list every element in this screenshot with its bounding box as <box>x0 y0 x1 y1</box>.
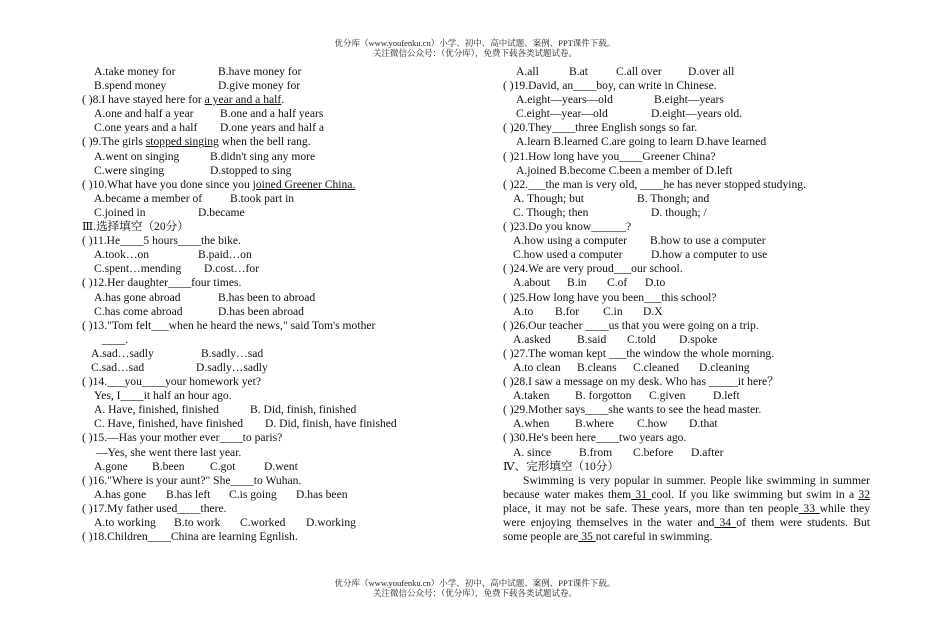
right-column <box>503 65 870 544</box>
q14-continuation <box>82 389 422 403</box>
section-4-heading <box>503 460 870 474</box>
q13-options-row-1 <box>82 347 422 361</box>
q9-option-b: B.didn't sing any more <box>210 149 316 163</box>
q28-option-c: C.given <box>649 389 686 403</box>
q30-question <box>503 431 870 445</box>
q10-question <box>82 178 422 192</box>
q23-option-d: D.how a computer to use <box>651 248 768 262</box>
q24-option-d: D.to <box>645 276 666 290</box>
q30-option-a: A. since <box>513 445 551 459</box>
q8-option-d: D.one years and half a <box>220 121 324 135</box>
q28-text: ( )28.I saw a message on my desk. Who has _____it here？ <box>503 375 779 389</box>
q13-option-c: C.sad…sad <box>91 360 145 374</box>
q25-option-c: C.in <box>603 304 623 318</box>
q14-options-row-1 <box>82 403 422 417</box>
q27-options-row <box>503 361 870 375</box>
q15-option-a: A.gone <box>94 459 128 473</box>
passage-part-5: of them were students. But some people are <box>503 516 870 544</box>
q18-question <box>82 530 422 544</box>
q8-underlined: a year and a half <box>204 93 282 107</box>
q11-option-c: C.spent…mending <box>94 262 182 276</box>
q9-options-row-2 <box>82 164 422 178</box>
page-footer <box>0 578 950 598</box>
blank-35: 35 <box>578 530 596 544</box>
q10-option-a: A.became a member of <box>94 191 203 205</box>
q14-answer-line: Yes, I____it half an hour ago. <box>94 389 232 403</box>
q26-options-row <box>503 333 870 347</box>
q10-options-row-2 <box>82 206 422 220</box>
q15-text: ( )15.—Has your mother ever____to paris? <box>82 431 283 445</box>
q10-option-c: C.joined in <box>94 205 146 219</box>
q20-text: ( )20.They____three English songs so far. <box>503 121 698 135</box>
q21-text: ( )21.How long have you____Greener China? <box>503 149 716 163</box>
q12-options-row-2 <box>82 305 422 319</box>
q19-text: ( )19.David, an____boy, can write in Chinese. <box>503 79 717 93</box>
q29-option-c: C.how <box>637 417 668 431</box>
section-3-title: Ⅲ.选择填空（20分） <box>82 220 189 234</box>
q19-option-b: B.eight—years <box>654 93 724 107</box>
q25-option-a: A.to <box>513 304 534 318</box>
footer-line-2: 关注微信公众号：（优分库），免费下载各类试题试卷。 <box>372 588 577 598</box>
q10-text: ( )10.What have you done since you <box>82 177 253 191</box>
q19-question <box>503 79 870 93</box>
q16-options-row <box>82 488 422 502</box>
q30-option-b: B.from <box>579 445 613 459</box>
q8-end: . <box>281 93 285 107</box>
blank-33: 33 <box>798 501 820 515</box>
q16-option-c: C.is going <box>229 487 277 501</box>
q16-option-a: A.has gone <box>94 487 147 501</box>
q20-question <box>503 121 870 135</box>
q25-options-row <box>503 305 870 319</box>
q13-continuation <box>82 333 422 347</box>
q22-option-b: B. Thongh; and <box>637 191 710 205</box>
q18-option-b: B.at <box>569 65 588 78</box>
q10-underlined: joined Greener China. <box>252 177 356 191</box>
q26-option-c: C.told <box>627 332 656 346</box>
q18-option-d: D.over all <box>688 65 735 78</box>
header-line-1: 优分库（www.youfenku.cn）小学、初中、高中试题、案例、PPT课件下载。 <box>334 38 616 48</box>
q29-option-a: A.when <box>513 417 550 431</box>
q13-blank: ____. <box>102 332 129 346</box>
q22-text: ( )22.___the man is very old, ____he has never stopped studying. <box>503 177 806 191</box>
q13-option-d: D.sadly…sadly <box>196 360 268 374</box>
q15-question <box>82 431 422 445</box>
q9-end: when the bell rang. <box>218 135 311 149</box>
q14-option-d: D. Did, finish, have finished <box>265 417 397 431</box>
blank-34: 34 <box>714 516 737 529</box>
q15-option-d: D.went <box>264 459 298 473</box>
q9-question <box>82 135 422 149</box>
q25-question <box>503 291 870 305</box>
q30-text: ( )30.He's been here____two years ago. <box>503 431 687 445</box>
q14-options-row-2 <box>82 417 422 431</box>
q21-options-row <box>503 164 870 178</box>
q23-question <box>503 220 870 234</box>
q17-option-a: A.to working <box>94 516 156 529</box>
q26-text: ( )26.Our teacher ____us that you were going on a trip. <box>503 318 759 332</box>
q22-option-a: A. Though; but <box>513 191 584 205</box>
q15-continuation <box>82 446 422 460</box>
q24-text: ( )24.We are very proud___our school. <box>503 262 683 276</box>
q8-options-row-2 <box>82 121 422 135</box>
q7-option-d: D.give money for <box>218 79 301 93</box>
q12-options-row-1 <box>82 291 422 305</box>
q13-text: ( )13."Tom felt___when he heard the news," said Tom's mother <box>82 318 376 332</box>
q17-option-b: B.to work <box>174 516 221 529</box>
q18-option-c: C.all over <box>616 65 662 78</box>
q18-options-row <box>503 65 870 79</box>
q7-options-row-1 <box>82 65 422 79</box>
q21-question <box>503 150 870 164</box>
q12-option-d: D.has been abroad <box>218 304 304 318</box>
q27-question <box>503 347 870 361</box>
q14-option-b: B. Did, finish, finished <box>250 403 357 417</box>
q8-option-a: A.one and half a year <box>94 107 194 121</box>
q8-text: ( )8.I have stayed here for <box>82 93 205 107</box>
q19-option-c: C.eight—year—old <box>516 107 608 121</box>
q9-options-row-1 <box>82 150 422 164</box>
q11-option-b: B.paid…on <box>198 248 252 262</box>
blank-31: 31 <box>631 487 652 501</box>
q22-options-row-2 <box>503 206 870 220</box>
q21-options: A.joined B.become C.been a member of D.left <box>516 163 733 177</box>
q25-text: ( )25.How long have you been___this school? <box>503 290 717 304</box>
q17-text: ( )17.My father used____there. <box>82 501 227 515</box>
q28-option-b: B. forgotton <box>575 389 632 403</box>
q17-option-c: C.worked <box>240 516 286 529</box>
q23-option-c: C.how used a computer <box>513 248 623 262</box>
q20-options-row <box>503 135 870 149</box>
q30-options-row <box>503 446 870 460</box>
q15-option-b: B.been <box>152 459 185 473</box>
cloze-passage <box>503 474 870 544</box>
passage-part-4: while they were enjoying themselves in the water and <box>503 501 870 529</box>
q30-option-c: C.before <box>633 445 674 459</box>
q28-option-d: D.left <box>713 389 740 403</box>
q19-option-d: D.eight—years old. <box>651 107 743 121</box>
passage-part-1: Swimming is very popular in summer. People like swimming in summer because water makes them <box>503 473 870 501</box>
q10-options-row-1 <box>82 192 422 206</box>
q26-question <box>503 319 870 333</box>
q11-options-row-1 <box>82 248 422 262</box>
q29-question <box>503 403 870 417</box>
q28-option-a: A.taken <box>513 389 550 403</box>
q12-text: ( )12.Her daughter____four times. <box>82 276 242 290</box>
q19-option-a: A.eight—years—old <box>516 93 613 107</box>
q12-option-b: B.has been to abroad <box>218 290 316 304</box>
q18-option-a: A.all <box>516 65 539 78</box>
q9-underlined: stopped singing <box>145 135 219 149</box>
q27-text: ( )27.The woman kept ___the window the whole morning. <box>503 346 775 360</box>
q12-question <box>82 276 422 290</box>
q14-question <box>82 375 422 389</box>
q9-option-c: C.were singing <box>94 163 165 177</box>
q16-text: ( )16."Where is your aunt?" She____to Wuhan. <box>82 473 302 487</box>
q18-text: ( )18.Children____China are learning Egnlish. <box>82 530 298 544</box>
q23-option-b: B.how to use a computer <box>650 234 766 248</box>
q17-options-row <box>82 516 422 530</box>
q8-option-b: B.one and a half years <box>220 107 324 121</box>
q22-options-row-1 <box>503 192 870 206</box>
passage-part-6: not careful in swimming. <box>595 530 713 544</box>
q12-option-a: A.has gone abroad <box>94 290 181 304</box>
q23-options-row-1 <box>503 234 870 248</box>
q20-options: A.learn B.learned C.are going to learn D.have learned <box>516 135 767 149</box>
q14-option-c: C. Have, finished, have finished <box>94 417 244 431</box>
q30-option-d: D.after <box>691 445 724 459</box>
q26-option-b: B.said <box>577 332 607 346</box>
q22-option-d: D. though; / <box>651 205 707 219</box>
q10-option-d: D.became <box>198 205 245 219</box>
q19-options-row-1 <box>503 93 870 107</box>
q9-text: ( )9.The girls <box>82 135 146 149</box>
q7-option-a: A.take money for <box>94 65 176 78</box>
q16-question <box>82 474 422 488</box>
q23-options-row-2 <box>503 248 870 262</box>
q13-question <box>82 319 422 333</box>
q27-option-c: C.cleaned <box>633 360 680 374</box>
q29-options-row <box>503 417 870 431</box>
q26-option-d: D.spoke <box>679 332 718 346</box>
q25-option-b: B.for <box>555 304 580 318</box>
q29-option-b: B.where <box>575 417 614 431</box>
header-line-2: 关注微信公众号：（优分库），免费下载各类试题试卷。 <box>372 48 577 58</box>
q16-option-d: D.has been <box>296 487 348 501</box>
blank-32: 32 <box>858 487 870 501</box>
q28-options-row <box>503 389 870 403</box>
q8-question <box>82 93 422 107</box>
q26-option-a: A.asked <box>513 332 551 346</box>
q24-option-a: A.about <box>513 276 551 290</box>
q19-options-row-2 <box>503 107 870 121</box>
q7-option-b: B.have money for <box>218 65 302 78</box>
q17-option-d: D.working <box>306 516 356 529</box>
q24-options-row <box>503 276 870 290</box>
q15-option-c: C.got <box>210 459 236 473</box>
q22-question <box>503 178 870 192</box>
q13-option-b: B.sadly…sad <box>201 346 264 360</box>
q29-option-d: D.that <box>689 417 718 431</box>
q14-text: ( )14.___you____your homework yet? <box>82 375 262 389</box>
page-header <box>0 38 950 58</box>
q28-question <box>503 375 870 389</box>
q24-option-b: B.in <box>567 276 587 290</box>
section-3-heading <box>82 220 422 234</box>
q15-answer-line: —Yes, she went there last year. <box>96 445 242 459</box>
q11-option-d: D.cost…for <box>204 262 260 276</box>
section-4-title: Ⅳ、完形填空（10分） <box>503 459 619 473</box>
q11-option-a: A.took…on <box>94 248 150 262</box>
q14-option-a: A. Have, finished, finished <box>94 403 219 417</box>
q24-question <box>503 262 870 276</box>
q11-question <box>82 234 422 248</box>
q17-question <box>82 502 422 516</box>
passage-part-2: cool. If you like swimming but swim in a <box>651 487 855 501</box>
q7-options-row-2 <box>82 79 422 93</box>
q15-options-row <box>82 460 422 474</box>
passage-part-3: place, it may not be safe. These years, more than ten people <box>503 501 799 515</box>
q10-option-b: B.took part in <box>230 191 295 205</box>
q27-option-d: D.cleaning <box>699 360 750 374</box>
q22-option-c: C. Though; then <box>513 205 589 219</box>
q29-text: ( )29.Mother says____she wants to see the head master. <box>503 403 762 417</box>
q23-option-a: A.how using a computer <box>513 234 627 248</box>
q13-options-row-2 <box>82 361 422 375</box>
q27-option-a: A.to clean <box>513 360 561 374</box>
q16-option-b: B.has left <box>166 487 211 501</box>
q11-text: ( )11.He____5 hours____the bike. <box>82 234 241 248</box>
q11-options-row-2 <box>82 262 422 276</box>
q24-option-c: C.of <box>607 276 628 290</box>
q7-option-c: B.spend money <box>94 79 167 93</box>
q8-option-c: C.one years and a half <box>94 121 198 135</box>
q23-text: ( )23.Do you know______? <box>503 220 632 234</box>
q12-option-c: C.has come abroad <box>94 304 183 318</box>
q13-option-a: A.sad…sadly <box>91 346 154 360</box>
q9-option-a: A.went on singing <box>94 149 180 163</box>
q27-option-b: B.cleans <box>577 360 617 374</box>
left-column <box>82 65 422 544</box>
q25-option-d: D.X <box>643 304 663 318</box>
footer-line-1: 优分库（www.youfenku.cn）小学、初中、高中试题、案例、PPT课件下载。 <box>334 578 616 588</box>
q8-options-row-1 <box>82 107 422 121</box>
q9-option-d: D.stopped to sing <box>210 163 292 177</box>
